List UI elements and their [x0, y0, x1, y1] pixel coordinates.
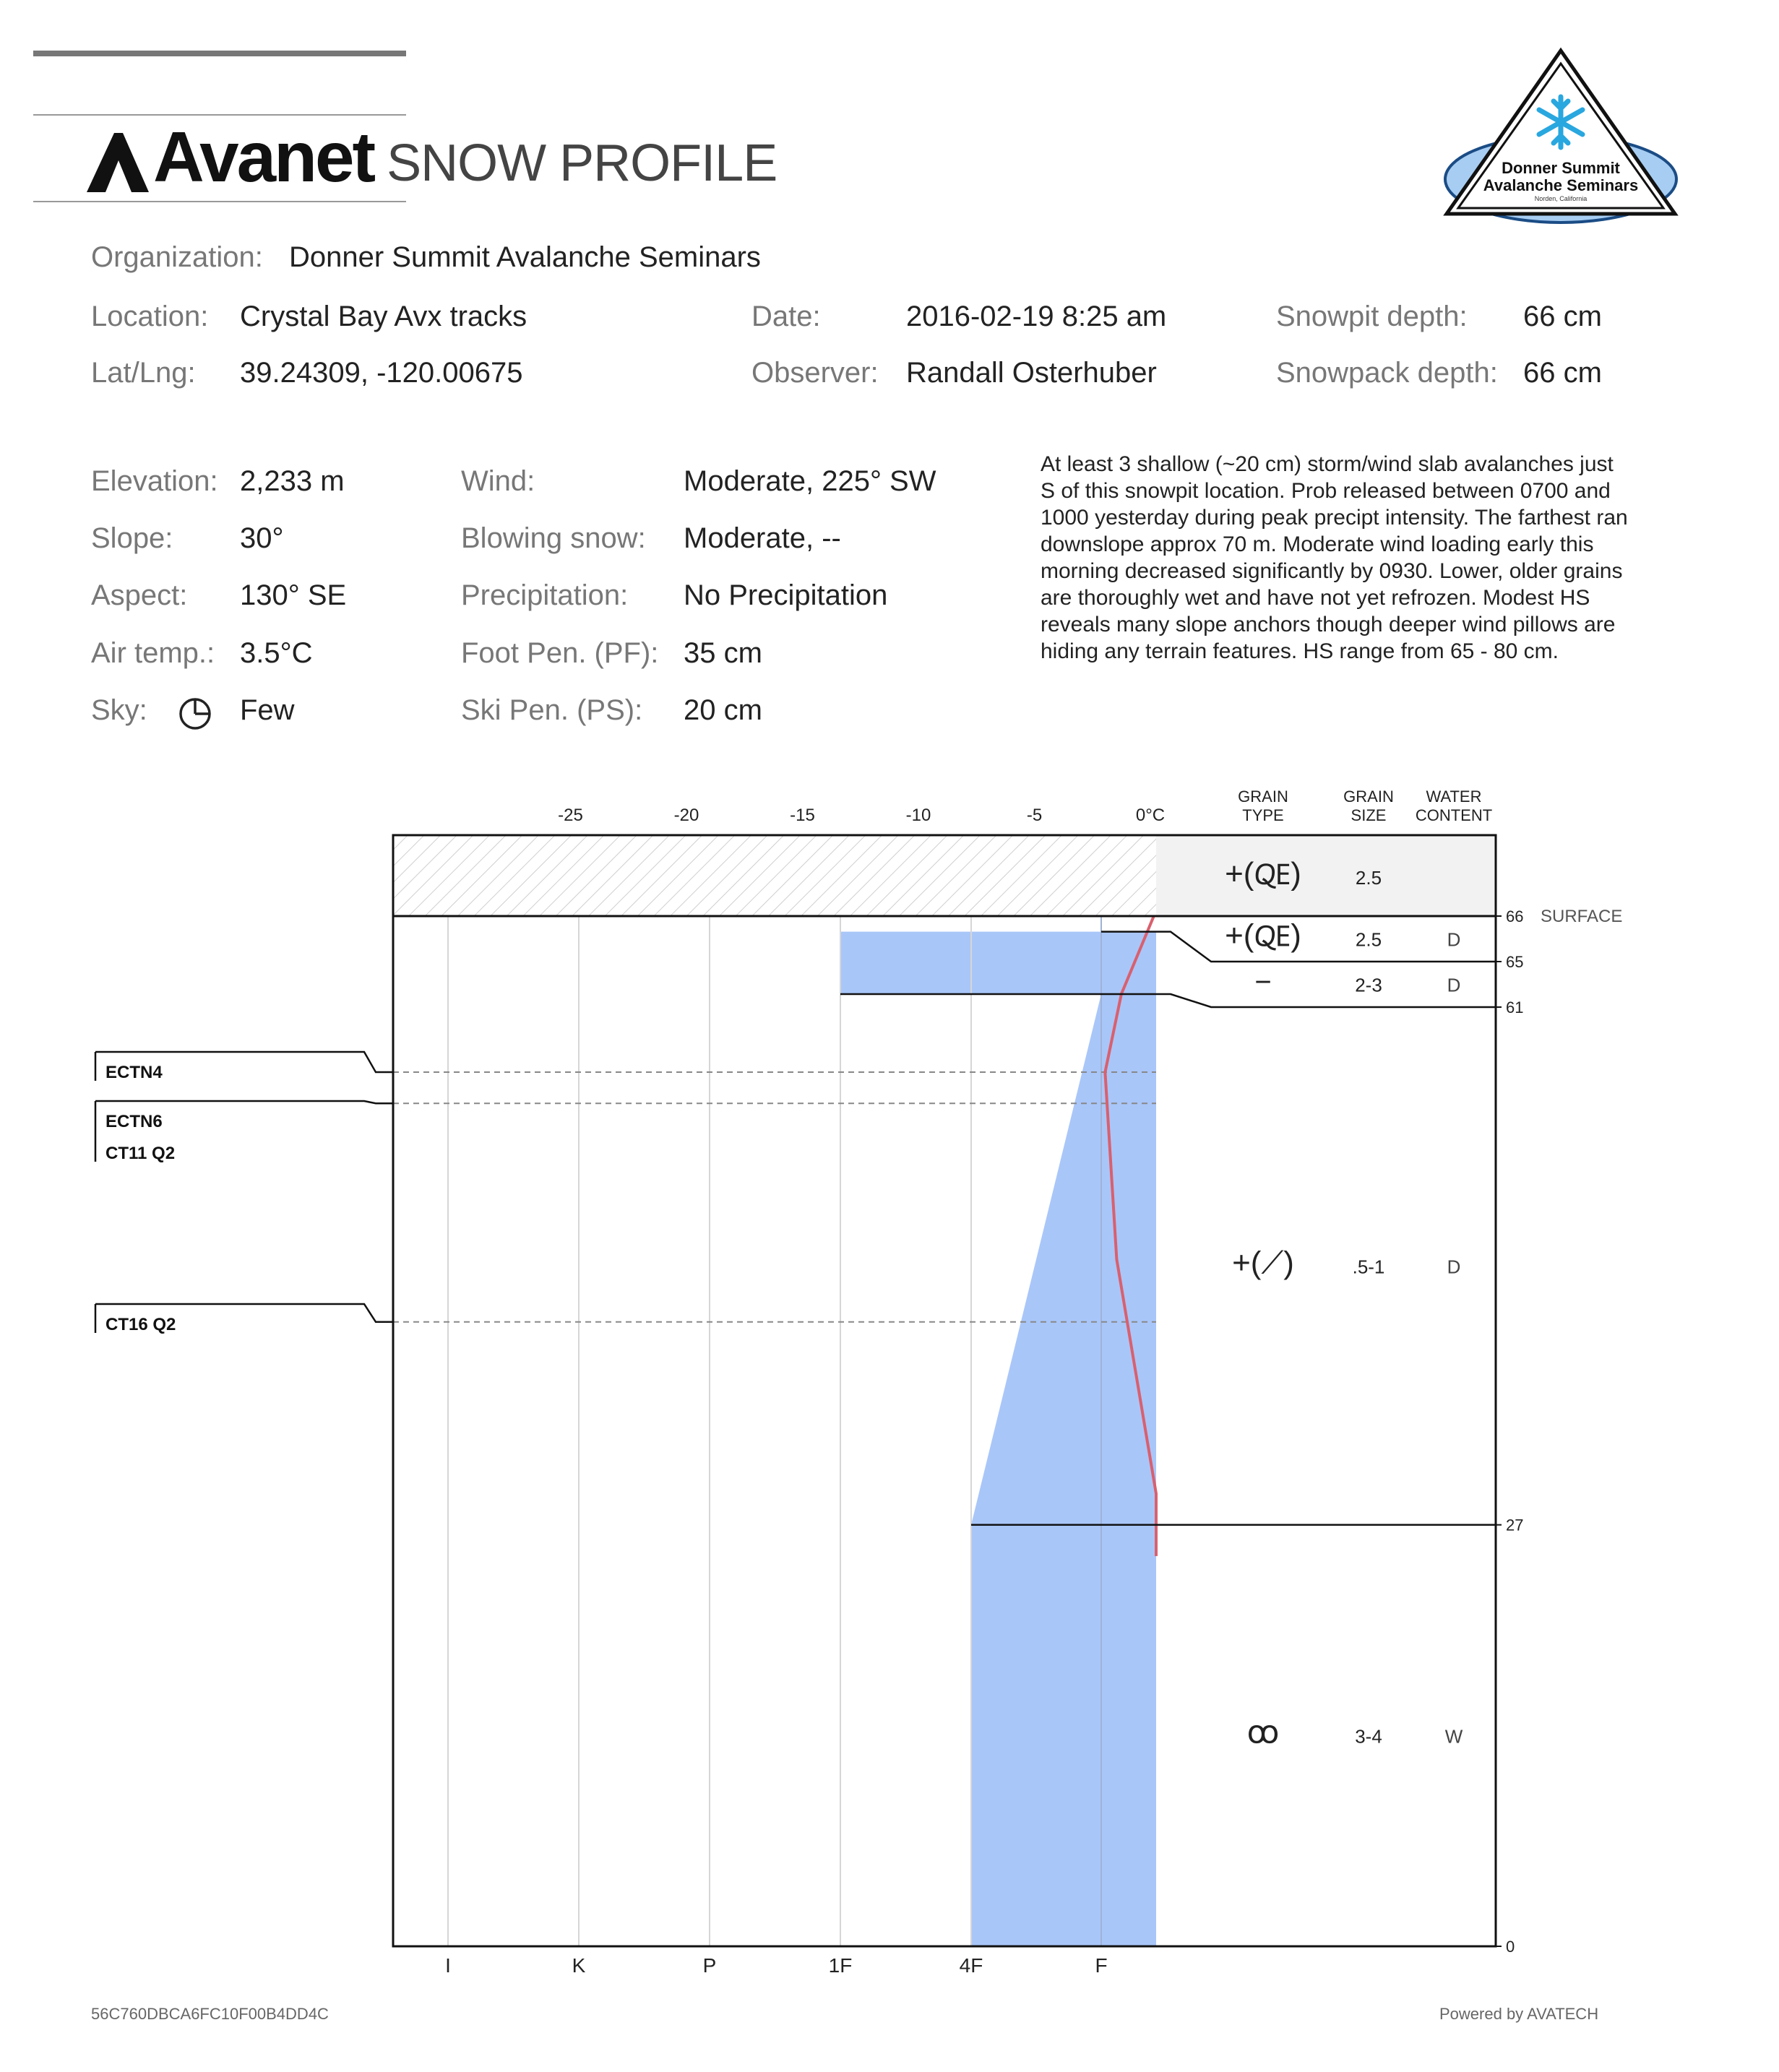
snowpit-depth-value: 66 cm — [1523, 301, 1602, 332]
dsas-logo — [1438, 46, 1684, 227]
hardness-tick-label: K — [572, 1954, 586, 1977]
hardness-tick-label: I — [445, 1954, 451, 1977]
location-label: Location: — [91, 301, 209, 332]
observation-notes: At least 3 shallow (~20 cm) storm/wind slab avalanches just S of this snowpit location. Prob released between 0700 and 1000 yesterday during peak precipt intensity. The farthest ran downslope approx 70 m. Moderate wind loading early this morning decreased significantly by 0930. Lower, older grains are thoroughly wet and have not yet refrozen. Modest HS reveals many slope anchors though deeper wind pillows are hiding any terrain features. HS range from 65 - 80 cm. — [1041, 452, 1628, 663]
brand-name: Avanet — [153, 117, 374, 197]
observer-label: Observer: — [751, 357, 879, 389]
hardness-bar-1 — [840, 932, 1156, 994]
surface-label: SURFACE — [1541, 907, 1623, 926]
organization-value: Donner Summit Avalanche Seminars — [289, 241, 761, 273]
blowing-snow-label: Blowing snow: — [461, 522, 646, 554]
ski-pen-label: Ski Pen. (PS): — [461, 694, 643, 726]
hardness-tick-label: P — [702, 1954, 717, 1977]
grain-size-value: 3-4 — [1355, 1725, 1382, 1748]
foot-pen-value: 35 cm — [684, 637, 762, 669]
header-thin-rule-bottom — [33, 201, 406, 202]
column-header: WATER — [1426, 787, 1482, 806]
depth-tick-label: 0 — [1506, 1938, 1515, 1956]
test-label: ECTN4 — [105, 1063, 163, 1082]
air-hatch — [393, 835, 1156, 916]
wind-label: Wind: — [461, 465, 535, 497]
snowpack-depth-value: 66 cm — [1523, 357, 1602, 389]
avanet-mountain-icon — [87, 133, 149, 192]
precip-value: No Precipitation — [684, 579, 888, 611]
precip-label: Precipitation: — [461, 579, 629, 611]
grain-type-symbol: +(🜀) — [1225, 918, 1301, 954]
water-content-value: D — [1447, 974, 1461, 996]
air-temp-value: 3.5°C — [240, 637, 313, 669]
foot-pen-label: Foot Pen. (PF): — [461, 637, 659, 669]
test-connector — [95, 1101, 393, 1103]
snow-profile-chart — [0, 780, 1779, 1980]
aspect-value: 130° SE — [240, 579, 347, 611]
plot-frame — [393, 835, 1496, 1946]
wind-value: Moderate, 225° SW — [684, 465, 936, 497]
water-content-value: D — [1447, 1256, 1461, 1278]
profile-id: 56C760DBCA6FC10F00B4DD4C — [91, 2005, 329, 2023]
hardness-tick-label: 1F — [828, 1954, 853, 1977]
header-thin-rule — [33, 114, 406, 116]
column-header: SIZE — [1351, 806, 1387, 824]
date-label: Date: — [751, 301, 821, 332]
page-title: SNOW PROFILE — [387, 134, 777, 192]
temp-tick-label: -15 — [790, 806, 815, 825]
snowpit-depth-label: Snowpit depth: — [1276, 301, 1468, 332]
hardness-bar-3 — [971, 1525, 1156, 1946]
elevation-value: 2,233 m — [240, 465, 345, 497]
temp-tick-label: -20 — [673, 806, 699, 825]
header-rule — [33, 51, 406, 56]
snowpack-depth-label: Snowpack depth: — [1276, 357, 1498, 389]
grain-size-value: 2.5 — [1355, 928, 1382, 951]
temp-tick-label: -10 — [905, 806, 931, 825]
temp-tick-label: -25 — [558, 806, 583, 825]
logo-line3: Norden, California — [1534, 195, 1588, 202]
sky-label: Sky: — [91, 694, 147, 726]
latlng-label: Lat/Lng: — [91, 357, 196, 389]
blowing-snow-value: Moderate, -- — [684, 522, 841, 554]
grain-size-value: 2-3 — [1355, 974, 1382, 996]
sky-value: Few — [240, 694, 295, 726]
few-clouds-icon — [178, 696, 212, 731]
observer-value: Randall Osterhuber — [906, 357, 1157, 389]
grain-type-symbol: ꝏ — [1246, 1714, 1280, 1751]
depth-tick-label: 65 — [1506, 953, 1524, 971]
grain-size-value: 2.5 — [1355, 867, 1382, 889]
organization-label: Organization: — [91, 241, 263, 273]
powered-by: Powered by AVATECH — [1439, 2005, 1599, 2023]
grain-type-symbol: +(⟋) — [1232, 1245, 1294, 1281]
test-label: CT16 Q2 — [105, 1315, 176, 1334]
aspect-label: Aspect: — [91, 579, 188, 611]
location-value: Crystal Bay Avx tracks — [240, 301, 527, 332]
date-value: 2016-02-19 8:25 am — [906, 301, 1167, 332]
latlng-value: 39.24309, -120.00675 — [240, 357, 523, 389]
layer-boundary — [840, 994, 1496, 1007]
temp-tick-label: -5 — [1026, 806, 1043, 825]
column-header: GRAIN — [1238, 787, 1288, 806]
elevation-label: Elevation: — [91, 465, 218, 497]
grain-type-symbol: +(🜀) — [1225, 856, 1301, 892]
water-content-value: W — [1444, 1725, 1463, 1748]
depth-tick-label: 27 — [1506, 1516, 1524, 1534]
hardness-bar-2 — [971, 994, 1156, 1525]
column-header: CONTENT — [1415, 806, 1493, 824]
water-content-value: D — [1447, 928, 1461, 951]
test-label: ECTN6 — [105, 1112, 163, 1131]
column-header: TYPE — [1242, 806, 1284, 824]
depth-tick-label: 66 — [1506, 907, 1524, 925]
slope-value: 30° — [240, 522, 284, 554]
grain-size-value: .5-1 — [1352, 1256, 1385, 1278]
test-label: CT11 Q2 — [105, 1144, 176, 1163]
slope-label: Slope: — [91, 522, 173, 554]
hardness-tick-label: F — [1095, 1954, 1108, 1977]
logo-line2: Avalanche Seminars — [1483, 176, 1639, 194]
air-temp-label: Air temp.: — [91, 637, 215, 669]
ski-pen-value: 20 cm — [684, 694, 762, 726]
grain-type-symbol: − — [1254, 966, 1272, 998]
hardness-tick-label: 4F — [959, 1954, 983, 1977]
depth-tick-label: 61 — [1506, 998, 1524, 1016]
surface-row-bg — [1156, 835, 1496, 916]
temp-tick-label: 0°C — [1135, 806, 1166, 825]
column-header: GRAIN — [1343, 787, 1394, 806]
logo-line1: Donner Summit — [1502, 159, 1620, 177]
brand — [87, 117, 777, 197]
